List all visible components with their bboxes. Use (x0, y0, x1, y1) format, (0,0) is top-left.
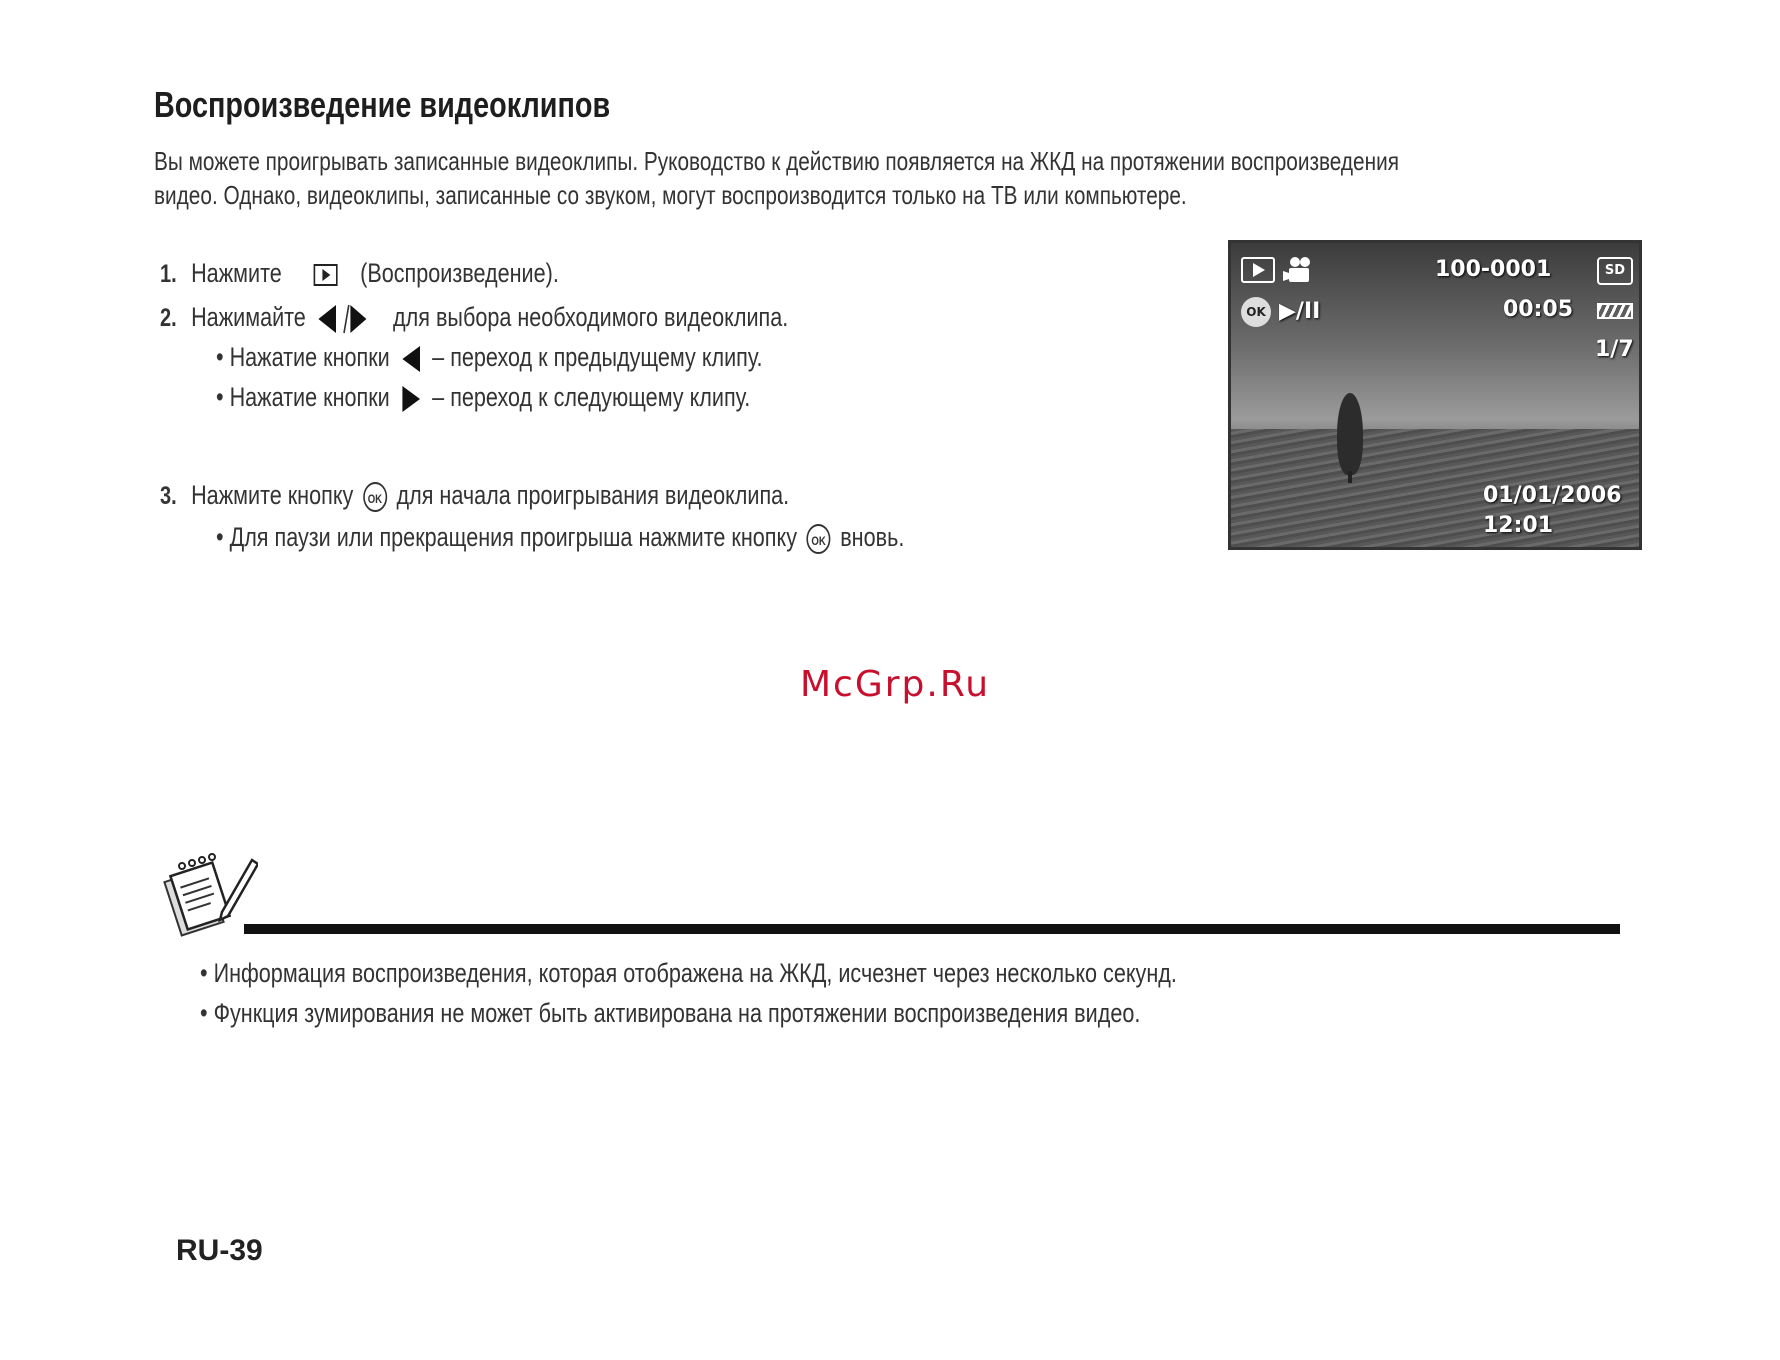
lcd-elapsed-time: 00:05 (1503, 297, 1574, 322)
lcd-counter: 1/7 (1595, 337, 1634, 362)
lcd-time: 12:01 (1483, 513, 1554, 538)
right-arrow-icon (401, 384, 422, 414)
step-2-bullet-2: • Нажатие кнопки – переход к следующему клипу. (216, 382, 751, 412)
lcd-date: 01/01/2006 (1483, 483, 1622, 508)
left-arrow-icon (401, 344, 422, 374)
lcd-video-camera-icon (1283, 255, 1315, 285)
lcd-play-pause-indicator: ▶/II (1279, 299, 1321, 324)
step-3-bullet-1: • Для паузи или прекращения проигрыша нажмите кнопку OK вновь. (216, 522, 905, 552)
step-2: 2. Нажимайте для выбора необходимого видеоклипа. (160, 302, 945, 335)
lcd-playback-mode-icon (1241, 257, 1275, 283)
note-item-2: • Функция зумирования не может быть активирована на протяжении воспроизведения видео. (200, 998, 1141, 1028)
step-3: 3. Нажмите кнопку OK для начала проигрывания видеоклипа. (160, 480, 790, 510)
step-number: 2. (160, 304, 177, 332)
playback-icon (314, 264, 338, 286)
page-number: RU-39 (176, 1234, 263, 1267)
ok-button-icon: OK (363, 482, 387, 512)
tree-silhouette (1337, 393, 1363, 475)
step-number: 3. (160, 482, 177, 510)
step-2-bullet-1: • Нажатие кнопки – переход к предыдущему клипу. (216, 342, 763, 372)
lcd-ok-icon: OK (1241, 297, 1271, 327)
section-title: Воспроизведение видеоклипов (154, 84, 611, 125)
note-divider (244, 924, 1620, 934)
lcd-battery-icon (1597, 303, 1633, 319)
tree-trunk (1348, 471, 1352, 483)
left-right-arrows-icon (317, 303, 368, 335)
step-number: 1. (160, 260, 177, 288)
lcd-sd-card-icon: SD (1597, 257, 1633, 285)
ok-button-icon: OK (807, 524, 831, 554)
lcd-screen (1228, 240, 1642, 550)
intro-paragraph: Вы можете проигрывать записанные видеоклипы. Руководство к действию появляется на ЖКД на протяжении воспроизведения видео. Однако, видеоклипы, записанные со звуком, могут воспроизводится только на ТВ или компьютере. (154, 146, 1399, 210)
note-item-1: • Информация воспроизведения, которая отображена на ЖКД, исчезнет через несколько секунд. (200, 958, 1177, 988)
lcd-file-number: 100-0001 (1435, 257, 1552, 282)
step-1: 1. Нажмите (Воспроизведение). (160, 258, 559, 288)
watermark: McGrp.Ru (800, 664, 991, 705)
